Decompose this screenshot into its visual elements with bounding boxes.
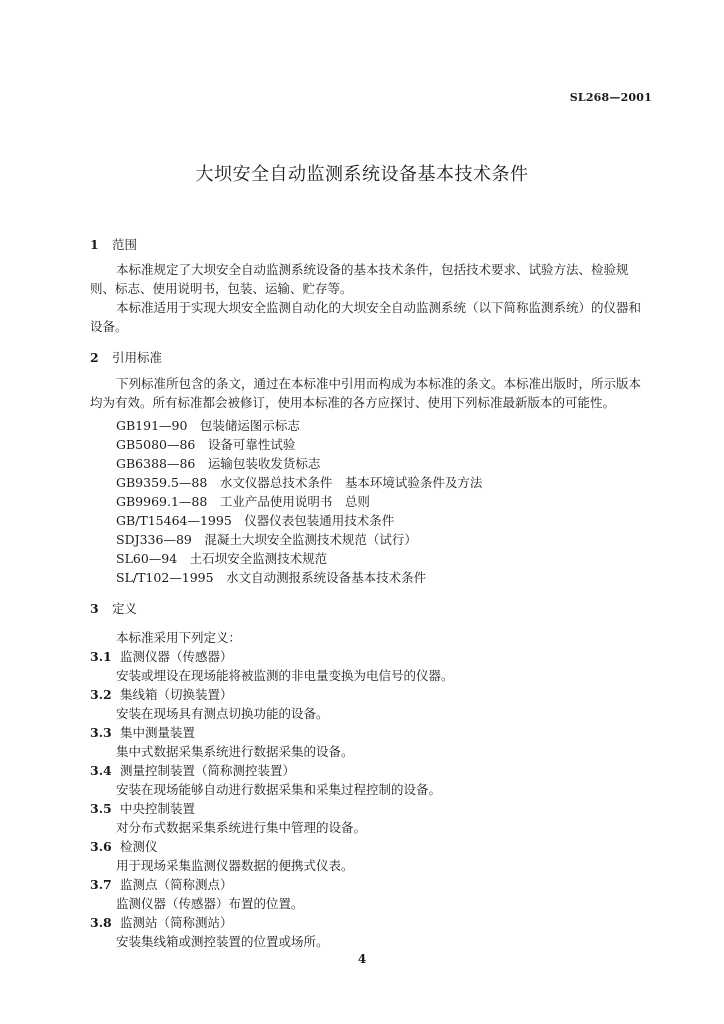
- section-3-heading: [90, 599, 137, 617]
- definition-description: 安装在现场具有测点切换功能的设备。: [116, 706, 329, 721]
- subsection-number: 3.6: [90, 839, 112, 854]
- definition-term: [90, 647, 233, 665]
- s1-para1-line1: 本标准规定了大坝安全自动监测系统设备的基本技术条件，包括技术要求、试验方法、检验规: [116, 262, 629, 277]
- definition-term: [90, 723, 195, 741]
- term-label: 监测点（简称测点）: [120, 877, 233, 892]
- term-label: 测量控制装置（简称测控装置）: [120, 763, 296, 778]
- section-title: 范围: [111, 237, 137, 252]
- section-2-heading: [90, 348, 162, 366]
- section-title: 定义: [111, 601, 137, 616]
- page-number: 4: [357, 952, 367, 966]
- subsection-number: 3.4: [90, 763, 112, 778]
- definition-term: [90, 837, 158, 855]
- document-title: 大坝安全自动监测系统设备基本技术条件: [195, 164, 529, 185]
- subsection-number: 3.8: [90, 915, 112, 930]
- definitions-intro: 本标准采用下列定义：: [116, 630, 242, 645]
- s2-para1-line2: 均为有效。所有标准都会被修订，使用本标准的各方应探讨、使用下列标准最新版本的可能性。: [90, 395, 616, 410]
- definition-term: [90, 875, 233, 893]
- definition-description: 安装在现场能够自动进行数据采集和采集过程控制的设备。: [116, 782, 442, 797]
- reference-item: SDJ336—89 混凝土大坝安全监测技术规范（试行）: [116, 532, 417, 547]
- section-number: 3: [90, 601, 99, 616]
- definition-term: [90, 761, 295, 779]
- reference-item: SL/T102—1995 水文自动测报系统设备基本技术条件: [116, 570, 427, 585]
- definition-term: [90, 799, 195, 817]
- section-1-heading: [90, 235, 137, 253]
- subsection-number: 3.2: [90, 687, 112, 702]
- standard-code: SL268—2001: [569, 91, 652, 104]
- term-label: 监测站（简称测站）: [120, 915, 233, 930]
- definition-term: [90, 685, 233, 703]
- definition-description: 安装集线箱或测控装置的位置或场所。: [116, 934, 329, 949]
- definition-description: 安装或埋设在现场能将被监测的非电量变换为电信号的仪器。: [116, 668, 454, 683]
- s1-para1-line2: 则、标志、使用说明书，包装、运输、贮存等。: [90, 281, 353, 296]
- term-label: 集中测量装置: [120, 725, 196, 740]
- reference-item: GB/T15464—1995 仪器仪表包装通用技术条件: [116, 513, 395, 528]
- term-label: 监测仪器（传感器）: [120, 649, 233, 664]
- definition-description: 对分布式数据采集系统进行集中管理的设备。: [116, 820, 367, 835]
- definition-description: 集中式数据采集系统进行数据采集的设备。: [116, 744, 354, 759]
- definition-description: 用于现场采集监测仪器数据的便携式仪表。: [116, 858, 354, 873]
- s2-para1-line1: 下列标准所包含的条文，通过在本标准中引用而构成为本标准的条文。本标准出版时，所示版本: [116, 376, 642, 391]
- term-label: 集线箱（切换装置）: [120, 687, 233, 702]
- definition-term: [90, 913, 233, 931]
- term-label: 中央控制装置: [120, 801, 196, 816]
- subsection-number: 3.7: [90, 877, 112, 892]
- section-title: 引用标准: [111, 350, 162, 365]
- subsection-number: 3.1: [90, 649, 112, 664]
- section-number: 2: [90, 350, 99, 365]
- subsection-number: 3.5: [90, 801, 112, 816]
- reference-item: GB191—90 包装储运图示标志: [116, 418, 300, 433]
- reference-item: GB9969.1—88 工业产品使用说明书 总则: [116, 494, 370, 509]
- subsection-number: 3.3: [90, 725, 112, 740]
- reference-item: GB9359.5—88 水文仪器总技术条件 基本环境试验条件及方法: [116, 475, 483, 490]
- section-number: 1: [90, 237, 99, 252]
- reference-item: GB5080—86 设备可靠性试验: [116, 437, 296, 452]
- s1-para2-line1: 本标准适用于实现大坝安全监测自动化的大坝安全自动监测系统（以下简称监测系统）的仪器和: [116, 300, 642, 315]
- term-label: 检测仪: [120, 839, 158, 854]
- definition-description: 监测仪器（传感器）布置的位置。: [116, 896, 304, 911]
- reference-item: SL60—94 土石坝安全监测技术规范: [116, 551, 328, 566]
- reference-item: GB6388—86 运输包装收发货标志: [116, 456, 321, 471]
- s1-para2-line2: 设备。: [90, 319, 128, 334]
